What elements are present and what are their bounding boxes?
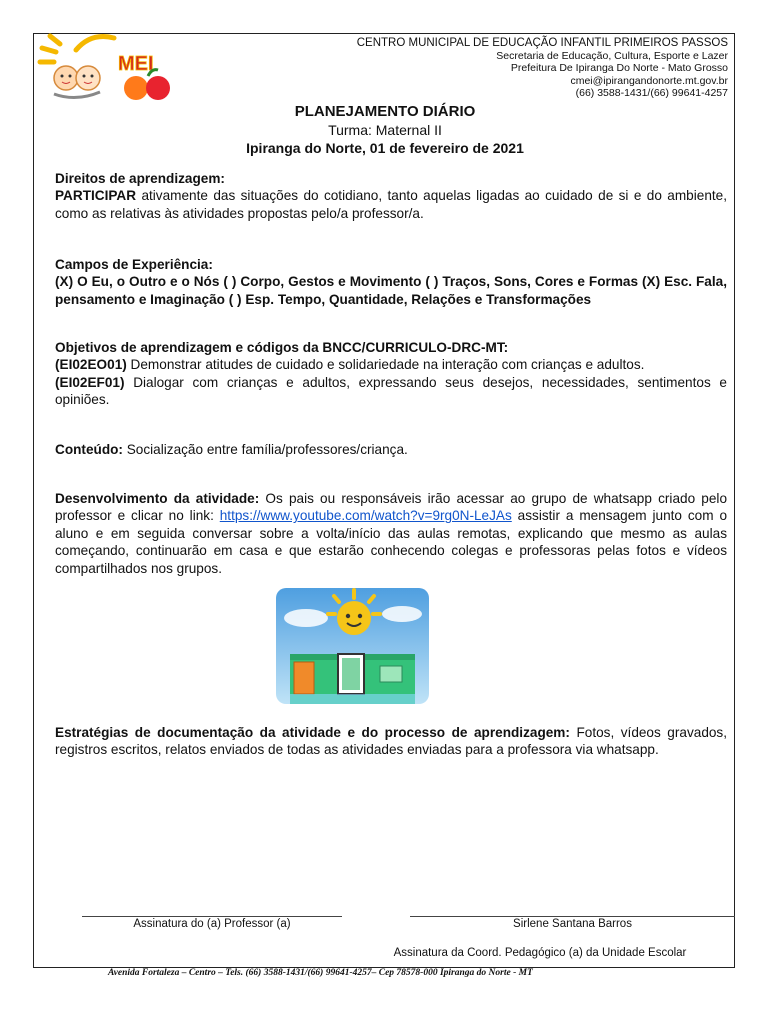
logo-red-fruit bbox=[146, 76, 170, 100]
door-icon bbox=[294, 662, 314, 694]
teacher-signature bbox=[82, 916, 342, 932]
objetivos-label: Objetivos de aprendizagem e códigos da BNCC/CURRICULO-DRC-MT: bbox=[55, 340, 509, 355]
objetivo-item bbox=[55, 374, 727, 409]
campos-text: (X) O Eu, o Outro e o Nós ( ) Corpo, Gestos e Movimento ( ) Traços, Sons, Cores e Formas (X) Esc. Fala, pensamento e Imaginação ( ) Esp. Tempo, Quantidade, Relações e Transformações bbox=[55, 274, 727, 307]
institution-block bbox=[357, 37, 728, 100]
coord-name: Sirlene Santana Barros bbox=[513, 918, 632, 930]
cloud-icon bbox=[382, 606, 422, 622]
section-desenvolvimento bbox=[55, 490, 727, 577]
direitos-text: ativamente das situações do cotidiano, tanto aquelas ligadas ao cuidado de si e do ambiente, como as relativas às atividades propostas pelo/a professor/a. bbox=[55, 188, 727, 221]
logo-text: MEI bbox=[118, 53, 154, 75]
direitos-label: Direitos de aprendizagem: bbox=[55, 171, 225, 186]
logo-swirl bbox=[54, 92, 100, 98]
direitos-keyword: PARTICIPAR bbox=[55, 188, 137, 204]
youtube-link[interactable]: https://www.youtube.com/watch?v=9rg0N-LeJAs bbox=[219, 508, 512, 524]
desenvolvimento-label: Desenvolvimento da atividade: bbox=[55, 491, 260, 506]
logo-sun-rays bbox=[40, 36, 114, 62]
estrategias-label: Estratégias de documentação da atividade e do processo de aprendizagem: bbox=[55, 725, 570, 740]
document-title: PLANEJAMENTO DIÁRIO bbox=[294, 103, 476, 120]
objetivo-code: (EI02EF01) bbox=[55, 374, 125, 390]
campos-label: Campos de Experiência: bbox=[55, 257, 213, 272]
section-objetivos bbox=[55, 339, 727, 409]
coord-caption-wrap bbox=[340, 946, 740, 961]
direitos-body bbox=[55, 187, 727, 222]
section-estrategias bbox=[55, 724, 727, 759]
coord-signature-caption: Assinatura da Coord. Pedagógico (a) da Unidade Escolar bbox=[393, 947, 687, 959]
title-block bbox=[0, 103, 770, 157]
phones: (66) 3588-1431/(66) 99641-4257 bbox=[575, 87, 728, 100]
school-logo bbox=[36, 30, 176, 110]
class-name: Turma: Maternal II bbox=[328, 122, 442, 138]
email: cmei@ipirangandonorte.mt.gov.br bbox=[570, 74, 728, 87]
school-illustration bbox=[270, 582, 435, 710]
objetivo-text: Dialogar com crianças e adultos, expressando seus desejos, necessidades, sentimentos e opiniões. bbox=[55, 374, 727, 408]
footer-address: Avenida Fortaleza – Centro – Tels. (66) 3588-1431/(66) 99641-4257– Cep 78578-000 Ipiranga do Norte - MT bbox=[108, 968, 533, 978]
objetivo-item bbox=[55, 356, 727, 373]
estrategias-text: Fotos, vídeos gravados, registros escritos, relatos enviados de todas as atividades enviadas para a professora via whatsapp. bbox=[55, 725, 728, 758]
prefecture: Prefeitura De Ipiranga Do Norte - Mato Grosso bbox=[510, 62, 728, 75]
section-conteudo bbox=[55, 441, 727, 458]
section-campos bbox=[55, 256, 727, 308]
coord-signature bbox=[410, 916, 735, 932]
conteudo-label: Conteúdo: bbox=[55, 442, 123, 457]
objetivo-code: (EI02EO01) bbox=[55, 357, 127, 373]
objetivo-text: Demonstrar atitudes de cuidado e solidariedade na interação com crianças e adultos. bbox=[126, 357, 645, 373]
cloud-icon bbox=[284, 609, 328, 627]
logo-baby-face-left bbox=[54, 66, 78, 90]
place-date: Ipiranga do Norte, 01 de fevereiro de 2021 bbox=[246, 140, 524, 156]
desenvolvimento-text-after: assistir a mensagem junto com o aluno e em seguida conversar sobre a volta/início das aulas remotas, explicando que mesmo as aulas começando, continuarão em casa e que estarão conhecendo colegas e professoras pelas fotos e vídeos compartilhados nos grupos. bbox=[55, 508, 728, 576]
teacher-signature-caption: Assinatura do (a) Professor (a) bbox=[133, 918, 291, 930]
section-direitos bbox=[55, 170, 727, 222]
logo-orange-fruit bbox=[124, 76, 148, 100]
secretariat: Secretaria de Educação, Cultura, Esporte e Lazer bbox=[496, 49, 728, 62]
institution-name: CENTRO MUNICIPAL DE EDUCAÇÃO INFANTIL PRIMEIROS PASSOS bbox=[356, 37, 728, 49]
desenvolvimento-text-before: Os pais ou responsáveis irão acessar ao grupo de whatsapp criado pelo professor e clicar no link: bbox=[55, 491, 727, 524]
logo-baby-face-right bbox=[76, 66, 100, 90]
conteudo-text: Socialização entre família/professores/criança. bbox=[122, 442, 408, 457]
